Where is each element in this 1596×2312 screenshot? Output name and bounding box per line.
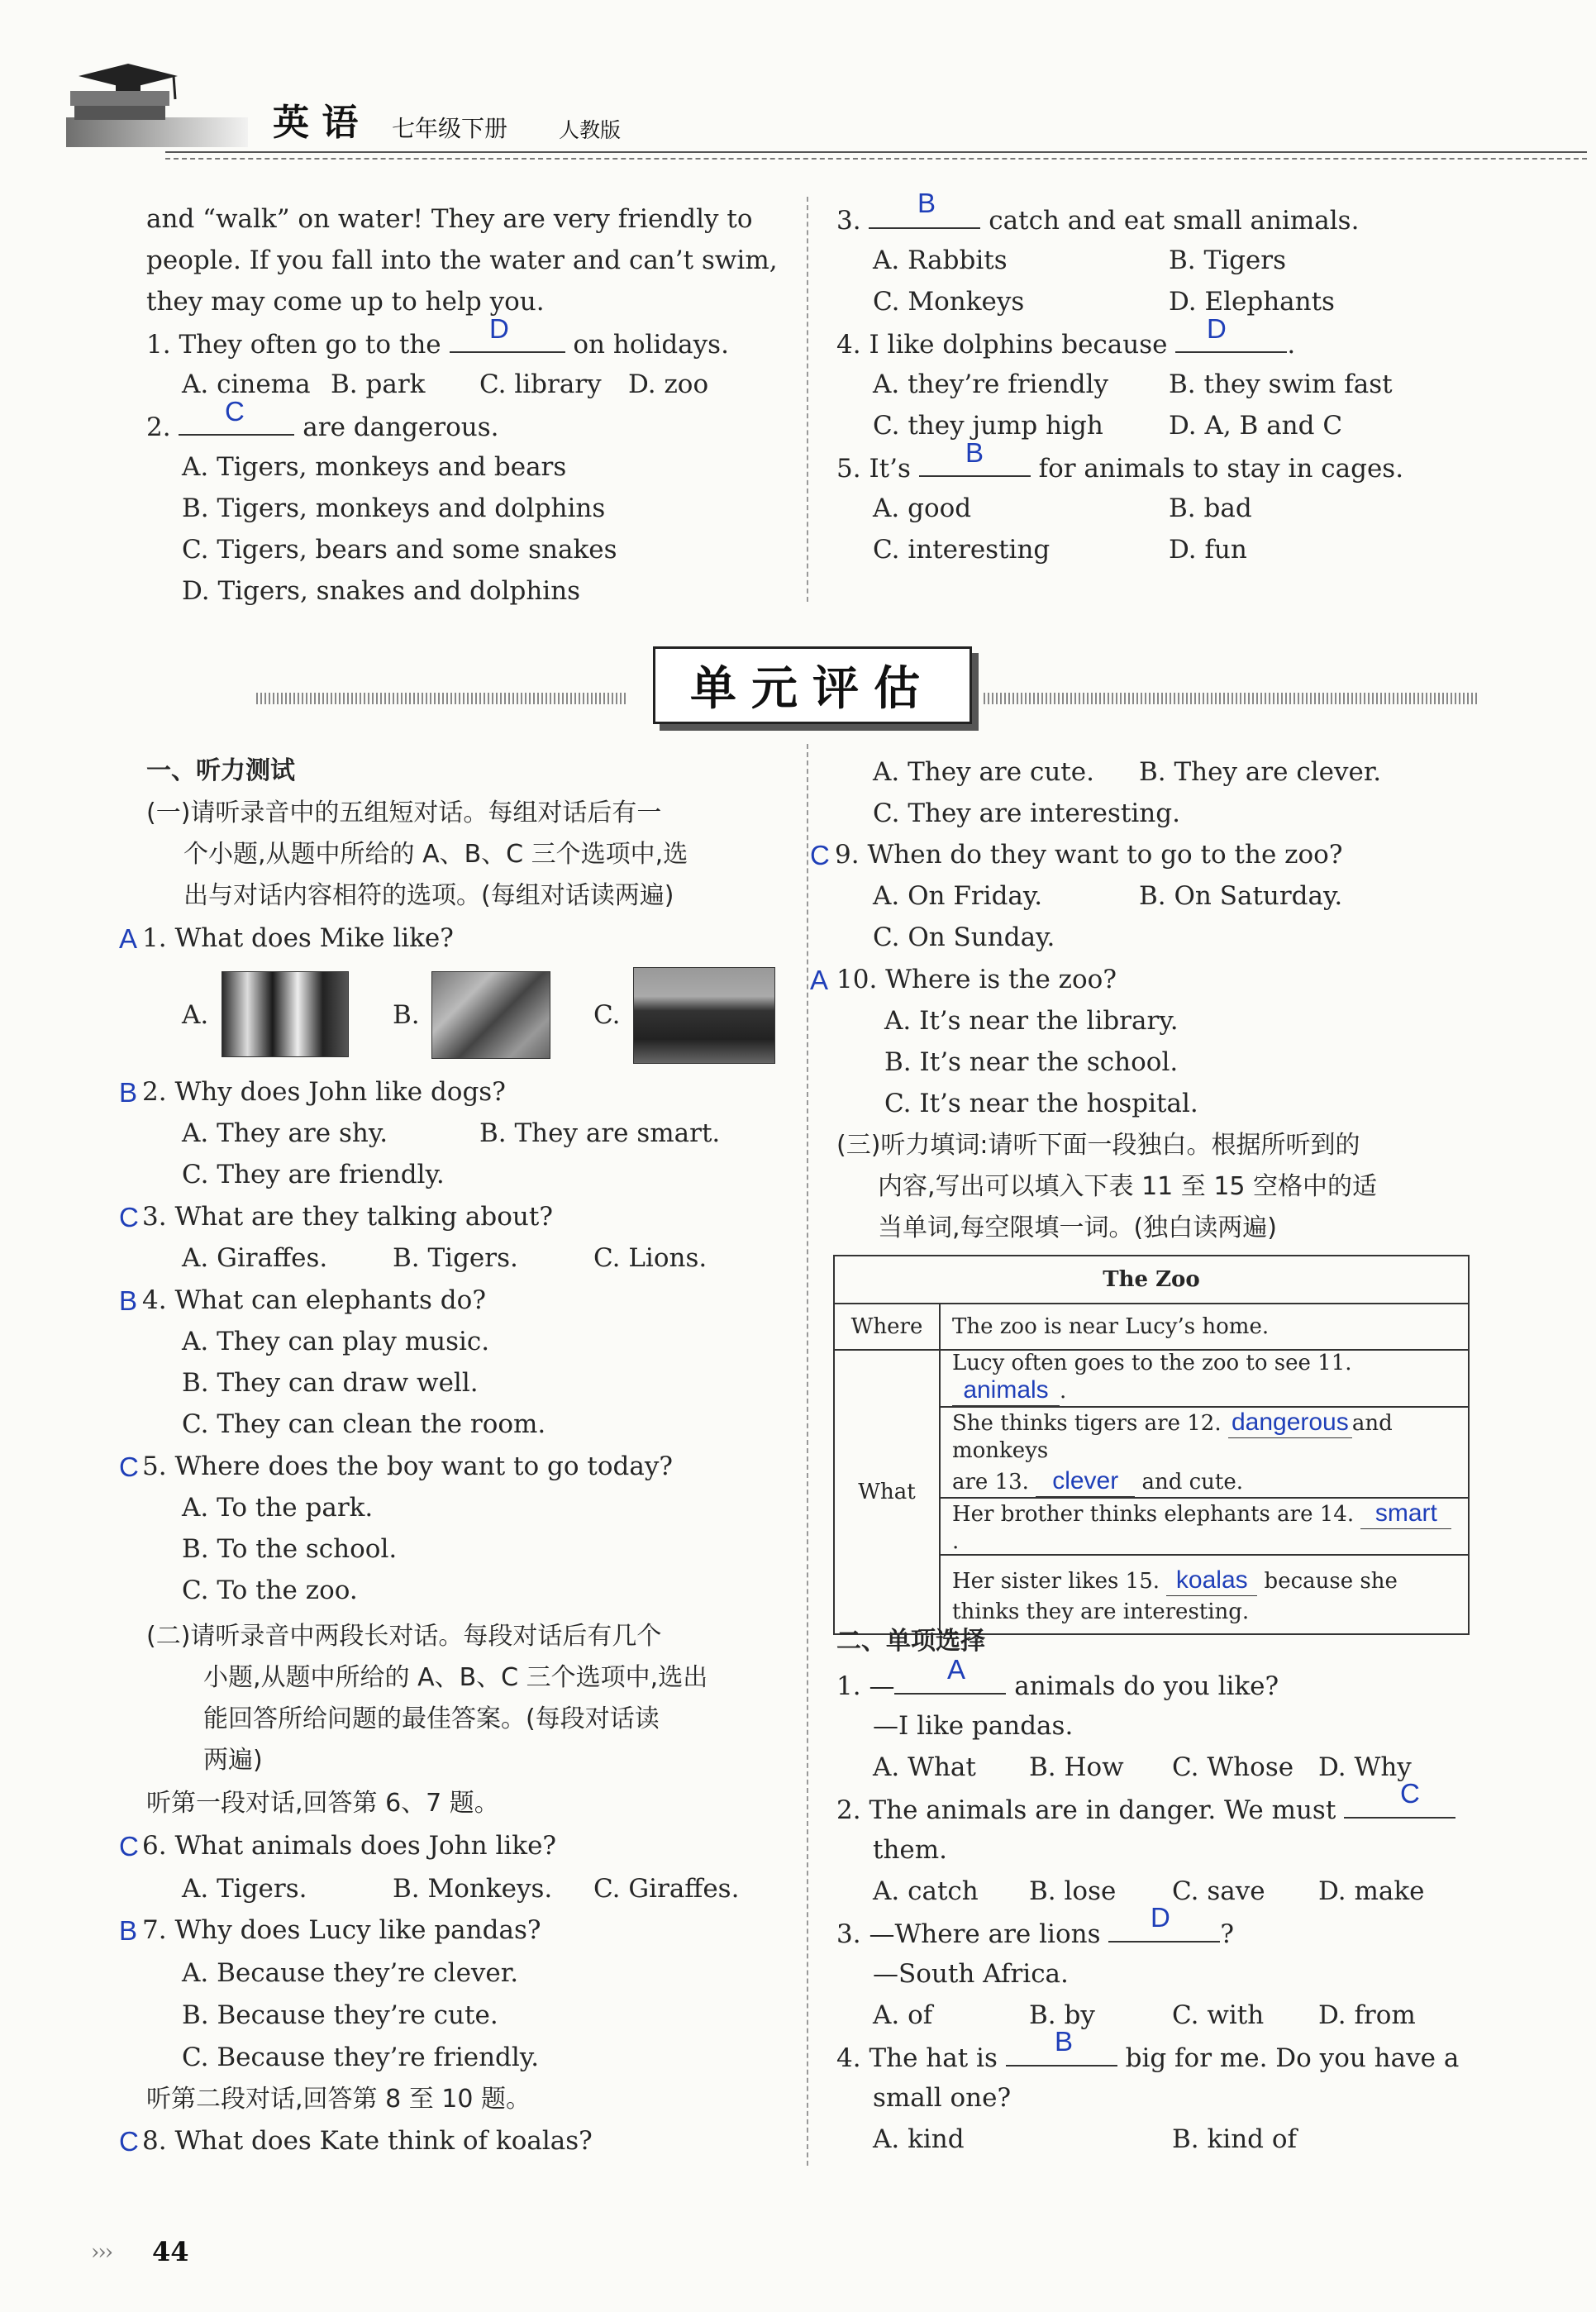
column-divider xyxy=(807,744,808,2166)
question-4: 4. I like dolphins because . xyxy=(836,327,1295,361)
option: B. lose xyxy=(1029,1876,1117,1906)
handwritten-answer: B xyxy=(119,1285,138,1316)
handwritten-answer: B xyxy=(119,1915,138,1946)
option: B. How xyxy=(1029,1752,1124,1782)
panda-photo xyxy=(222,971,349,1057)
table-row-12-13: She thinks tigers are 12. dangerous and monkeys are 13. clever and cute. xyxy=(940,1407,1469,1498)
option: C. They are friendly. xyxy=(182,1160,445,1189)
option: A. Giraffes. xyxy=(182,1243,328,1273)
option: B. bad xyxy=(1169,493,1252,523)
dialog-instruction: 听第一段对话,回答第 6、7 题。 xyxy=(146,1789,499,1818)
option: B. Monkeys. xyxy=(393,1874,553,1904)
choice-q4: 4. The hat is big for me. Do you have a xyxy=(836,2040,1459,2075)
option: A. they’re friendly xyxy=(873,369,1109,399)
section-title: 二、单项选择 xyxy=(836,1627,985,1656)
option: A. They can play music. xyxy=(182,1327,490,1356)
listening-q8: 8. What does Kate think of koalas? xyxy=(142,2126,593,2156)
option: C. Tigers, bears and some snakes xyxy=(182,535,617,565)
page-arrows-icon: ››› xyxy=(91,2240,112,2265)
option: B. On Saturday. xyxy=(1139,881,1343,911)
option: C. they jump high xyxy=(873,411,1103,441)
continuation-line: them. xyxy=(873,1835,948,1865)
handwritten-answer: A xyxy=(947,1654,966,1685)
option: A. xyxy=(182,1000,209,1030)
header-logo xyxy=(58,60,256,150)
instruction-line: (二)请听录音中两段长对话。每段对话后有几个 xyxy=(146,1622,662,1651)
option: B. kind of xyxy=(1172,2124,1297,2154)
option: D. Elephants xyxy=(1169,287,1335,317)
option: C. They can clean the room. xyxy=(182,1409,546,1439)
option: B. It’s near the school. xyxy=(884,1047,1179,1077)
option: B. To the school. xyxy=(182,1534,398,1564)
option: D. Why xyxy=(1318,1752,1412,1782)
option: C. xyxy=(593,1000,621,1030)
header-dashed-rule xyxy=(165,158,1587,160)
option: C. Because they’re friendly. xyxy=(182,2043,540,2072)
option: A. catch xyxy=(873,1876,979,1906)
handwritten-answer: D xyxy=(1151,1902,1170,1933)
column-divider xyxy=(807,197,808,602)
table-label-where: Where xyxy=(834,1304,940,1350)
handwritten-answer: D xyxy=(1207,313,1227,344)
section-banner: 单元评估 xyxy=(653,646,972,724)
option: C. Monkeys xyxy=(873,287,1025,317)
option: A. What xyxy=(873,1752,976,1782)
option: C. To the zoo. xyxy=(182,1575,358,1605)
option: B. Because they’re cute. xyxy=(182,2000,498,2030)
choice-q3: 3. —Where are lions ? xyxy=(836,1916,1234,1951)
option: A. kind xyxy=(873,2124,965,2154)
handwritten-answer: A xyxy=(119,923,138,954)
question-3: 3. catch and eat small animals. xyxy=(836,203,1359,237)
option: C. Lions. xyxy=(593,1243,707,1273)
option: C. Giraffes. xyxy=(593,1874,740,1904)
option: A. Tigers, monkeys and bears xyxy=(182,452,567,482)
handwritten-answer: B xyxy=(917,188,936,218)
instruction-line: 小题,从题中所给的 A、B、C 三个选项中,选出 xyxy=(203,1663,708,1692)
option: A. To the park. xyxy=(182,1493,374,1523)
section-title: 一、听力测试 xyxy=(146,756,295,785)
dialog-instruction: 听第二段对话,回答第 8 至 10 题。 xyxy=(146,2085,531,2114)
listening-q5: 5. Where does the boy want to go today? xyxy=(142,1452,673,1481)
option: A. Tigers. xyxy=(182,1874,307,1904)
page-number: 44 xyxy=(152,2236,189,2267)
option: C. On Sunday. xyxy=(873,922,1055,952)
listening-q1: 1. What does Mike like? xyxy=(142,923,454,953)
handwritten-answer: C xyxy=(1400,1778,1420,1809)
zoo-table xyxy=(833,1255,1470,1635)
option: C. They are interesting. xyxy=(873,798,1180,828)
table-row-11: Lucy often goes to the zoo to see 11. animals . xyxy=(940,1350,1469,1407)
choice-q2: 2. The animals are in danger. We must xyxy=(836,1792,1455,1827)
lion-photo xyxy=(431,971,550,1059)
option: C. with xyxy=(1172,2000,1265,2030)
option: A. They are cute. xyxy=(873,757,1094,787)
option: A. of xyxy=(873,2000,933,2030)
option: D. zoo xyxy=(628,369,709,399)
handwritten-answer: D xyxy=(489,313,509,344)
option: C. library xyxy=(479,369,602,399)
handwritten-answer: animals xyxy=(963,1376,1049,1404)
listening-q4: 4. What can elephants do? xyxy=(142,1285,486,1315)
question-1: 1. They often go to the on holidays. xyxy=(146,327,729,361)
option: C. It’s near the hospital. xyxy=(884,1089,1198,1118)
header-rule xyxy=(165,151,1587,153)
reply-line: —I like pandas. xyxy=(873,1711,1074,1741)
handwritten-answer: C xyxy=(119,2126,139,2157)
option: D. make xyxy=(1318,1876,1425,1906)
banner-rule-left xyxy=(256,693,628,704)
handwritten-answer: clever xyxy=(1052,1467,1119,1494)
handwritten-answer: B xyxy=(965,437,984,468)
header-edition: 人教版 xyxy=(559,118,622,142)
option: A. cinema xyxy=(182,369,311,399)
handwritten-answer: B xyxy=(1055,2026,1074,2057)
answer-blank[interactable] xyxy=(1175,327,1287,353)
option: B. Tigers xyxy=(1169,246,1286,275)
option: B. they swim fast xyxy=(1169,369,1393,399)
header-subject: 英 语 xyxy=(273,102,359,144)
option: B. Tigers. xyxy=(393,1243,518,1273)
table-row-15: Her sister likes 15. koalas because she thinks they are interesting. xyxy=(940,1555,1469,1634)
option: B. They are smart. xyxy=(479,1118,721,1148)
books-graduation-cap-icon xyxy=(58,60,256,150)
listening-q7: 7. Why does Lucy like pandas? xyxy=(142,1915,541,1945)
option: A. It’s near the library. xyxy=(884,1006,1179,1036)
choice-q1: 1. — animals do you like? xyxy=(836,1668,1279,1703)
handwritten-answer: C xyxy=(225,396,245,427)
handwritten-answer: B xyxy=(119,1077,138,1108)
instruction-line: 个小题,从题中所给的 A、B、C 三个选项中,选 xyxy=(183,840,688,869)
table-title: The Zoo xyxy=(834,1256,1469,1304)
question-2: 2. are dangerous. xyxy=(146,409,499,444)
passage-line: and “walk” on water! They are very friendly to xyxy=(146,204,753,234)
handwritten-answer: C xyxy=(810,840,830,870)
option: A. Because they’re clever. xyxy=(182,1958,519,1988)
instruction-line: (一)请听录音中的五组短对话。每组对话后有一 xyxy=(146,798,662,827)
handwritten-answer: dangerous xyxy=(1231,1409,1349,1436)
option: A. good xyxy=(873,493,972,523)
option: C. interesting xyxy=(873,535,1051,565)
passage-line: people. If you fall into the water and can’t swim, xyxy=(146,246,778,275)
option: B. park xyxy=(331,369,426,399)
option: C. Whose xyxy=(1172,1752,1294,1782)
option: B. Tigers, monkeys and dolphins xyxy=(182,493,606,523)
listening-q9: 9. When do they want to go to the zoo? xyxy=(835,840,1343,870)
option: C. save xyxy=(1172,1876,1265,1906)
table-label-what: What xyxy=(834,1350,940,1634)
option: D. from xyxy=(1318,2000,1416,2030)
continuation-line: small one? xyxy=(873,2083,1012,2113)
handwritten-answer: smart xyxy=(1374,1499,1437,1527)
handwritten-answer: C xyxy=(119,1202,139,1232)
option: D. A, B and C xyxy=(1169,411,1343,441)
listening-q6: 6. What animals does John like? xyxy=(142,1831,557,1861)
elephant-photo xyxy=(633,967,775,1064)
handwritten-answer: koalas xyxy=(1175,1566,1248,1594)
instruction-line: 出与对话内容相符的选项。(每组对话读两遍) xyxy=(183,881,674,910)
passage-line: they may come up to help you. xyxy=(146,287,545,317)
instruction-line: 当单词,每空限填一词。(独白读两遍) xyxy=(878,1213,1277,1242)
instruction-line: (三)听力填词:请听下面一段独白。根据所听到的 xyxy=(836,1131,1360,1160)
handwritten-answer: C xyxy=(119,1831,139,1862)
option: B. xyxy=(393,1000,420,1030)
option: D. Tigers, snakes and dolphins xyxy=(182,576,581,606)
listening-q10: 10. Where is the zoo? xyxy=(836,965,1117,994)
instruction-line: 内容,写出可以填入下表 11 至 15 空格中的适 xyxy=(878,1172,1378,1201)
handwritten-answer: C xyxy=(119,1452,139,1482)
banner-rule-right xyxy=(984,693,1479,704)
option: D. fun xyxy=(1169,535,1247,565)
question-5: 5. It’s for animals to stay in cages. xyxy=(836,450,1403,485)
instruction-line: 两遍) xyxy=(203,1746,263,1775)
handwritten-answer: A xyxy=(810,965,829,995)
table-where-text: The zoo is near Lucy’s home. xyxy=(940,1304,1469,1350)
option: A. Rabbits xyxy=(873,246,1008,275)
instruction-line: 能回答所给问题的最佳答案。(每段对话读 xyxy=(203,1704,660,1733)
option: B. They are clever. xyxy=(1139,757,1382,787)
option: B. They can draw well. xyxy=(182,1368,479,1398)
option: A. On Friday. xyxy=(873,881,1043,911)
listening-q3: 3. What are they talking about? xyxy=(142,1202,553,1232)
table-row-14: Her brother thinks elephants are 14. smart. xyxy=(940,1498,1469,1555)
reply-line: —South Africa. xyxy=(873,1959,1069,1989)
option: B. by xyxy=(1029,2000,1095,2030)
listening-q2: 2. Why does John like dogs? xyxy=(142,1077,506,1107)
header-grade: 七年级下册 xyxy=(392,115,508,142)
option: A. They are shy. xyxy=(182,1118,388,1148)
